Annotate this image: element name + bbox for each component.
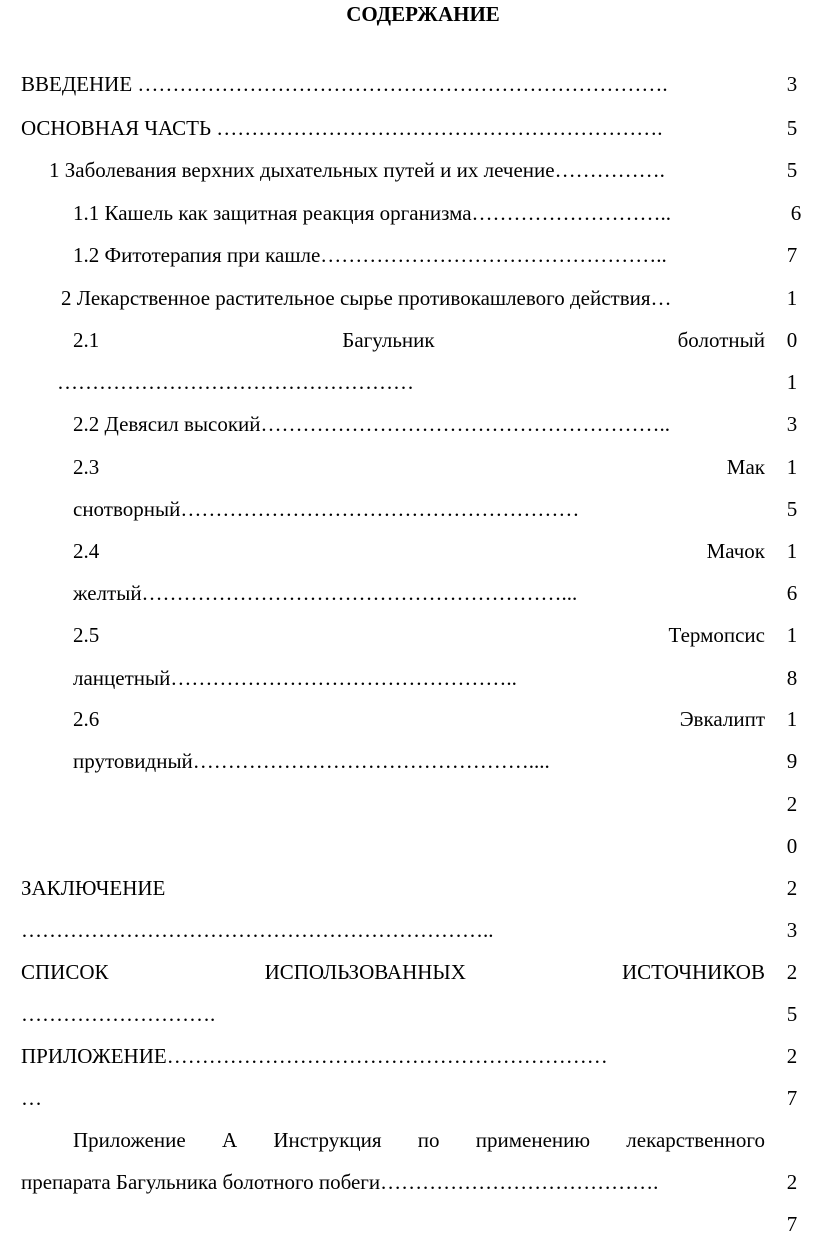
toc-entry-ch1-2: 1.2 Фитотерапия при кашле………………………………………….. <box>73 243 667 267</box>
toc-entry-ch2-6-cont: прутовидный………………………………………….... <box>73 749 550 773</box>
toc-page-ch2-6-b: 9 <box>786 749 798 773</box>
toc-page-ch1: 5 <box>786 158 798 182</box>
toc-page-appendix-a-b: 7 <box>786 1212 798 1236</box>
toc-page-ch2-1-a: 0 <box>786 328 798 352</box>
toc-page-sources-a: 2 <box>786 960 798 984</box>
toc-entry-ch2-6-word1: Эвкалипт <box>679 707 765 731</box>
toc-entry-appendix-a-w2: А <box>221 1128 238 1152</box>
toc-entry-appendix-a-w5: применению <box>475 1128 591 1152</box>
toc-entry-ch2: 2 Лекарственное растительное сырье противокашлевого действия… <box>61 286 672 310</box>
toc-entry-ch2-6 <box>73 707 765 731</box>
toc-entry-ch2-3-num: 2.3 <box>73 455 100 479</box>
toc-page-conclusion-b: 3 <box>786 918 798 942</box>
toc-entry-appendix-a-w6: лекарственного <box>626 1128 765 1152</box>
toc-entry-ch2-1-word1: Багульник <box>342 328 435 352</box>
toc-entry-ch2-5-word1: Термопсис <box>668 623 765 647</box>
toc-page-ch2-6-d: 0 <box>786 834 798 858</box>
toc-entry-ch2-1-cont: …………………………………………… <box>57 370 414 394</box>
toc-page-appendix-a-a: 2 <box>786 1170 798 1194</box>
toc-page-ch2-6-c: 2 <box>786 792 798 816</box>
toc-page-ch2-5-a: 1 <box>786 623 798 647</box>
toc-entry-appendix-a-w4: по <box>417 1128 440 1152</box>
toc-entry-main: ОСНОВНАЯ ЧАСТЬ ………………………………………………………. <box>21 116 663 140</box>
toc-page-sources-b: 5 <box>786 1002 798 1026</box>
toc-entry-appendix-cont: … <box>21 1086 42 1110</box>
toc-entry-ch2-3-cont: снотворный………………………………………………… <box>73 497 580 521</box>
toc-entry-ch2-4-word1: Мачок <box>706 539 765 563</box>
toc-entry-ch2-5-cont: ланцетный………………………………………….. <box>73 666 517 690</box>
toc-entry-ch2-1-word2: болотный <box>677 328 765 352</box>
toc-entry-sources-word2: ИСПОЛЬЗОВАННЫХ <box>264 960 466 984</box>
toc-title: СОДЕРЖАНИЕ <box>346 2 500 26</box>
toc-entry-appendix-a-w3: Инструкция <box>273 1128 382 1152</box>
toc-entry-ch2-4-num: 2.4 <box>73 539 100 563</box>
toc-entry-sources <box>21 960 765 984</box>
toc-page-ch2-4-a: 1 <box>786 539 798 563</box>
toc-page-ch2-2: 3 <box>786 412 798 436</box>
toc-page-ch2-3-a: 1 <box>786 455 798 479</box>
toc-entry-ch2-4 <box>73 539 765 563</box>
toc-entry-ch2-2: 2.2 Девясил высокий………………………………………………….. <box>73 412 671 436</box>
toc-entry-ch2-5 <box>73 623 765 647</box>
toc-page-ch2: 1 <box>786 286 798 310</box>
toc-entry-appendix-a-w1: Приложение <box>73 1128 186 1152</box>
toc-entry-ch2-1 <box>73 328 765 352</box>
toc-page-conclusion-a: 2 <box>786 876 798 900</box>
toc-entry-ch2-3 <box>73 455 765 479</box>
toc-entry-ch1-1: 1.1 Кашель как защитная реакция организма……………………….. <box>73 201 672 225</box>
toc-page-ch1-2: 7 <box>786 243 798 267</box>
toc-page-intro: 3 <box>786 72 798 96</box>
toc-entry-appendix: ПРИЛОЖЕНИЕ……………………………………………………… <box>21 1044 608 1068</box>
toc-page-ch2-5-b: 8 <box>786 666 798 690</box>
toc-entry-ch2-3-word1: Мак <box>726 455 765 479</box>
toc-entry-intro: ВВЕДЕНИЕ …………………………………………………………………. <box>21 72 668 96</box>
toc-page-ch2-6-a: 1 <box>786 707 798 731</box>
toc-page-appendix-b: 7 <box>786 1086 798 1110</box>
toc-entry-appendix-a <box>73 1128 765 1152</box>
toc-page-appendix-a: 2 <box>786 1044 798 1068</box>
toc-entry-ch2-5-num: 2.5 <box>73 623 100 647</box>
toc-entry-ch2-4-cont: желтый……………………………………………………... <box>73 581 578 605</box>
toc-entry-sources-cont: ………………………. <box>21 1002 216 1026</box>
toc-entry-conclusion: ЗАКЛЮЧЕНИЕ <box>21 876 166 900</box>
toc-page-ch2-4-b: 6 <box>786 581 798 605</box>
toc-entry-conclusion-cont: ………………………………………………………….. <box>21 918 494 942</box>
toc-page-ch1-1: 6 <box>790 201 802 225</box>
toc-entry-ch2-1-num: 2.1 <box>73 328 100 352</box>
toc-entry-appendix-a-cont: препарата Багульника болотного побеги…………………………………. <box>21 1170 659 1194</box>
toc-page-ch2-3-b: 5 <box>786 497 798 521</box>
toc-page-ch2-1-b: 1 <box>786 370 798 394</box>
toc-entry-ch1: 1 Заболевания верхних дыхательных путей и их лечение……………. <box>49 158 665 182</box>
toc-page-main: 5 <box>786 116 798 140</box>
toc-entry-sources-word1: СПИСОК <box>21 960 109 984</box>
toc-entry-sources-word3: ИСТОЧНИКОВ <box>621 960 765 984</box>
toc-entry-ch2-6-num: 2.6 <box>73 707 100 731</box>
